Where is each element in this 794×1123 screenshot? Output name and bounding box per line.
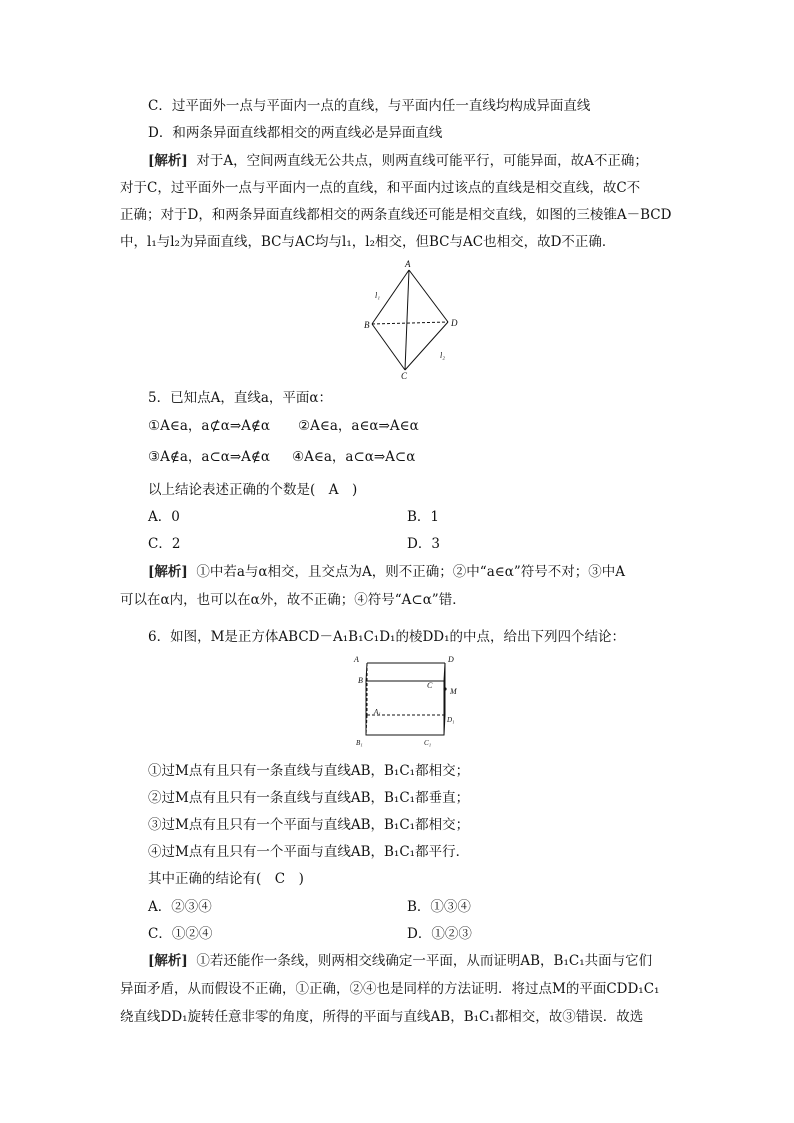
cube-figure xyxy=(352,652,464,752)
vertex-d-label: D xyxy=(451,318,458,328)
q5-option-b: B．1 xyxy=(407,509,440,525)
tetrahedron-figure xyxy=(362,258,462,382)
vertex-a-label: A xyxy=(405,259,411,269)
cube-vertex-b: B xyxy=(358,676,363,685)
q4-analysis-text-1: 对于A，空间两直线无公共点，则两直线可能平行，可能异面，故A不正确； xyxy=(196,153,648,169)
q6-conclusion-1: ①过M点有且只有一条直线与直线AB，B₁C₁都相交； xyxy=(148,763,470,779)
q5-option-a: A．0 xyxy=(148,509,180,525)
q5-analysis-line-2: 可以在α内，也可以在α外，故不正确；④符号“A⊂α”错． xyxy=(120,592,466,608)
q6-conclusion-3: ③过M点有且只有一个平面与直线AB，B₁C₁都相交； xyxy=(148,817,470,833)
vertex-b-label: B xyxy=(364,320,370,330)
q6-option-c: C．①②④ xyxy=(148,926,213,942)
q5-question: 以上结论表述正确的个数是( A ) xyxy=(148,482,358,498)
q6-conclusion-2: ②过M点有且只有一条直线与直线AB，B₁C₁都垂直； xyxy=(148,790,470,806)
q6-option-b: B．①③④ xyxy=(407,899,471,915)
cube-point-m: M xyxy=(450,687,457,696)
cube-vertex-c1: C₁ xyxy=(424,739,432,747)
q6-analysis-line-1 xyxy=(148,951,652,971)
q4-analysis-line-1 xyxy=(148,151,648,171)
q6-option-a: A．②③④ xyxy=(148,899,212,915)
q6-analysis-line-2: 异面矛盾，从而假设不正确，①正确，②④也是同样的方法证明．将过点M的平面CDD₁C₁ xyxy=(120,981,660,997)
analysis-tag: [解析] xyxy=(148,564,188,580)
analysis-tag: [解析] xyxy=(148,953,188,969)
q4-analysis-line-3: 正确；对于D，和两条异面直线都相交的两条直线还可能是相交直线，如图的三棱锥A－BCD xyxy=(120,207,672,223)
line-l2-label: l₂ xyxy=(440,351,446,360)
q6-analysis-line-3: 绕直线DD₁旋转任意非零的角度，所得的平面与直线AB，B₁C₁都相交，故③错误．故选 xyxy=(120,1009,644,1025)
q5-option-d: D．3 xyxy=(407,536,440,552)
cube-vertex-b1: B₁ xyxy=(356,739,363,747)
cube-vertex-a: A xyxy=(354,655,359,664)
cube-vertex-d1: D₁ xyxy=(447,716,455,724)
vertex-c-label: C xyxy=(401,371,408,381)
q5-statement-4: ④A∈a，a⊂α⇒A⊂α xyxy=(292,449,416,465)
line-l1-label: l₁ xyxy=(375,291,381,300)
cube-vertex-d: D xyxy=(448,655,454,664)
q6-option-d: D．①②③ xyxy=(407,926,472,942)
q4-analysis-line-4: 中，l₁与l₂为异面直线，BC与AC均与l₁，l₂相交，但BC与AC也相交，故D不正确． xyxy=(120,234,616,250)
cube-vertex-a1: A₁ xyxy=(374,708,381,716)
q4-option-d: D．和两条异面直线都相交的两直线必是异面直线 xyxy=(148,125,443,141)
q5-statement-1: ①A∈a，a⊄α⇒A∉α xyxy=(148,418,271,434)
q6-conclusion-4: ④过M点有且只有一个平面与直线AB，B₁C₁都平行． xyxy=(148,844,470,860)
q4-analysis-line-2: 对于C，过平面外一点与平面内一点的直线，和平面内过该点的直线是相交直线，故C不 xyxy=(120,180,641,196)
q5-stem: 5．已知点A，直线a，平面α： xyxy=(148,390,333,406)
q5-statement-2: ②A∈a，a∈α⇒A∈α xyxy=(298,418,419,434)
q6-stem: 6．如图，M是正方体ABCD－A₁B₁C₁D₁的棱DD₁的中点，给出下列四个结论： xyxy=(148,629,626,645)
cube-vertex-c: C xyxy=(427,681,433,690)
q5-analysis-text-1: ①中若a与α相交，且交点为A，则不正确；②中“a∈α”符号不对；③中A xyxy=(196,564,625,580)
q6-question: 其中正确的结论有( C ) xyxy=(148,871,304,887)
q4-option-c: C．过平面外一点与平面内一点的直线，与平面内任一直线均构成异面直线 xyxy=(148,98,591,114)
analysis-tag: [解析] xyxy=(148,153,188,169)
q5-statement-3: ③A∉a，a⊂α⇒A∉α xyxy=(148,449,271,465)
q5-option-c: C．2 xyxy=(148,536,181,552)
q5-analysis-line-1 xyxy=(148,562,625,582)
q6-analysis-text-1: ①若还能作一条线，则两相交线确定一平面，从而证明AB，B₁C₁共面与它们 xyxy=(196,953,653,969)
